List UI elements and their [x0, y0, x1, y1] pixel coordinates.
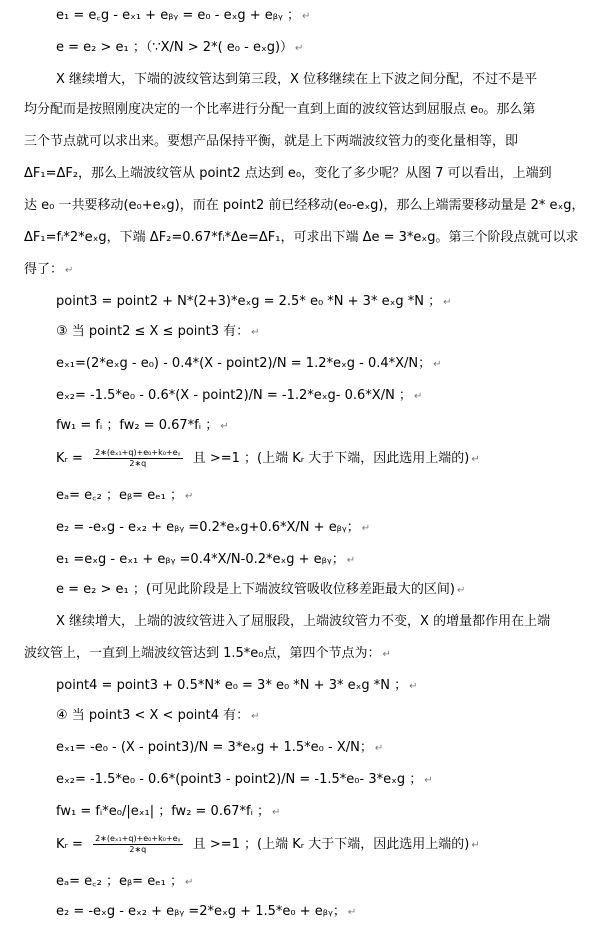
kr-denominator: 2∗q [129, 459, 147, 468]
formula-line: point3 = point2 + N*(2+3)*eₓg = 2.5* e₀ *N + 3* eₓg *N ； ↵ [56, 294, 452, 309]
kr-denominator: 2∗q [129, 845, 147, 854]
kr-fraction [93, 448, 182, 469]
formula-line: eₐ= e꜀₂ ；eᵦ= eₑ₁ ； ↵ [56, 874, 194, 889]
formula-line: e = e₂ > e₁ ；（∵X/N > 2*( e₀ - eₓg)） ↵ [56, 40, 304, 55]
case-heading: ④ 当 point3 < X < point4 有： ↵ [56, 708, 260, 723]
formula-line: eₓ₁= -e₀ - (X - point3)/N = 3*eₓg + 1.5*e₀ - X/N； ↵ [56, 740, 384, 755]
kr-fraction [93, 834, 182, 855]
formula-line: e₂ = -eₓg - eₓ₂ + eᵦᵧ =2*eₓg + 1.5*e₀ + eᵦᵧ； ↵ [56, 904, 357, 919]
kr-numerator: 2∗(eₓ₁+q)+e₀+k₀+eᵧ [95, 834, 181, 843]
paragraph-line: 达 e₀ 一共要移动(e₀+eₓg)，而在 point2 前已经移动(e₀-eₓg)，那么上端需要移动量是 2* eₓg， [24, 198, 585, 213]
kr-formula-line: Kᵣ = $\frac{\text{2∗(eₓ₁+q)+e₀+k₀+eᵧ}}{2∗q}$ 且 >=1 ；(上端 Kᵣ 大于下端，因此选用上端的) ↵ [56, 448, 480, 468]
kr-numerator: 2∗(eₓ₁+q)+e₀+k₀+eᵧ [95, 448, 181, 457]
formula-line: eₐ= e꜀₂ ；eᵦ= eₑ₁ ； ↵ [56, 488, 194, 503]
formula-line: eₓ₁=(2*eₓg - e₀) - 0.4*(X - point2)/N = 1.2*eₓg - 0.4*X/N； ↵ [56, 356, 442, 371]
paragraph-line: 均分配而是按照刚度决定的一个比率进行分配一直到上面的波纹管达到屈服点 e₀。那么第 [24, 102, 536, 117]
formula-line: e₁ = e꜀g - eₓ₁ + eᵦᵧ = e₀ - eₓg + eᵦᵧ ； ↵ [56, 8, 311, 23]
paragraph-line: 三个节点就可以求出来。要想产品保持平衡，就是上下两端波纹管力的变化量相等，即 [24, 134, 519, 149]
paragraph-line: 波纹管上，一直到上端波纹管达到 1.5*e₀点，第四个节点为： ↵ [24, 646, 391, 661]
formula-line: e₂ = -eₓg - eₓ₂ + eᵦᵧ =0.2*eₓg+0.6*X/N + eᵦᵧ； ↵ [56, 520, 371, 535]
formula-line: e = e₂ > e₁ ；(可见此阶段是上下端波纹管吸收位移差距最大的区间) ↵ [56, 582, 466, 597]
formula-line: fw₁ = fᵢ ；fw₂ = 0.67*fᵢ ； ↵ [56, 418, 229, 433]
formula-line: point4 = point3 + 0.5*N* e₀ = 3* e₀ *N + 3* eₓg *N ； ↵ [56, 678, 418, 693]
paragraph-line: X 继续增大，上端的波纹管进入了屈服段，上端波纹管力不变，X 的增量都作用在上端 [56, 614, 551, 629]
paragraph-line: ΔF₁=ΔF₂，那么上端波纹管从 point2 点达到 e₀，变化了多少呢？从图 7 可以看出，上端到 [24, 166, 552, 181]
formula-line: eₓ₂= -1.5*e₀ - 0.6*(X - point2)/N = -1.2*eₓg- 0.6*X/N ； ↵ [56, 388, 423, 403]
case-heading: ③ 当 point2 ≤ X ≤ point3 有： ↵ [56, 324, 260, 339]
paragraph-line: 得了： ↵ [24, 262, 74, 277]
paragraph-line: ΔF₁=fᵢ*2*eₓg，下端 ΔF₂=0.67*fᵢ*Δe=ΔF₁，可求出下端 Δe = 3*eₓg。第三个阶段点就可以求 [24, 230, 579, 245]
paragraph-line: X 继续增大，下端的波纹管达到第三段，X 位移继续在上下波之间分配，不过不是平 [56, 72, 538, 87]
formula-line: eₓ₂= -1.5*e₀ - 0.6*(point3 - point2)/N = -1.5*e₀- 3*eₓg ； ↵ [56, 772, 433, 787]
formula-line: fw₁ = fᵢ*e₀/|eₓ₁| ；fw₂ = 0.67*fᵢ ； ↵ [56, 804, 281, 819]
kr-formula-line: Kᵣ = $\frac{\text{2∗(eₓ₁+q)+e₀+k₀+eᵧ}}{2∗q}$ 且 >=1 ；(上端 Kᵣ 大于下端，因此选用上端的) ↵ [56, 834, 480, 854]
formula-line: e₁ =eₓg - eₓ₁ + eᵦᵧ =0.4*X/N-0.2*eₓg + eᵦᵧ； ↵ [56, 552, 356, 567]
